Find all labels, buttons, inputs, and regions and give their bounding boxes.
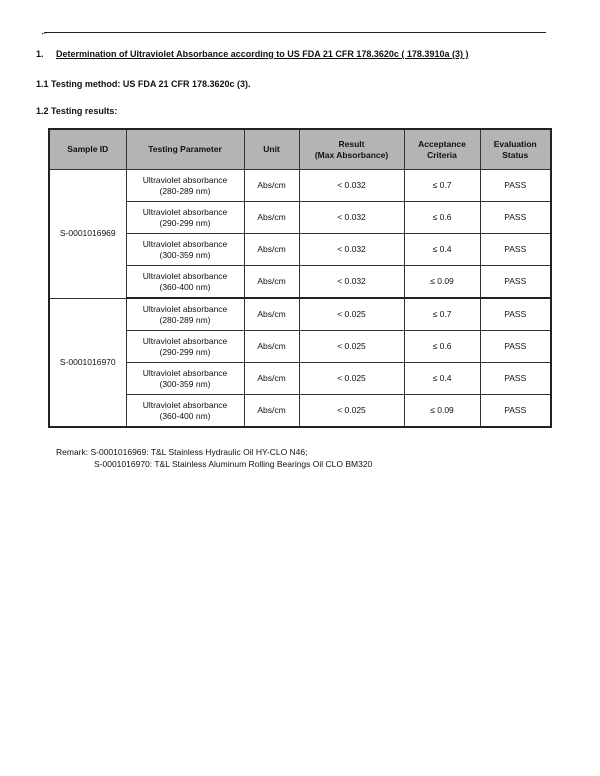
header-testing-parameter: Testing Parameter <box>126 129 244 170</box>
parameter-cell <box>126 298 244 331</box>
status-cell: PASS <box>480 202 551 234</box>
status-cell: PASS <box>480 234 551 266</box>
result-cell: < 0.025 <box>299 331 404 363</box>
header-criteria-line1: Acceptance <box>418 138 466 149</box>
parameter-name: Ultraviolet absorbance <box>142 303 228 314</box>
result-cell: < 0.025 <box>299 395 404 428</box>
header-result <box>299 129 404 170</box>
result-cell: < 0.025 <box>299 363 404 395</box>
parameter-cell <box>126 266 244 299</box>
header-status-line2: Status <box>502 149 529 160</box>
criteria-cell: ≤ 0.6 <box>404 331 480 363</box>
status-cell: PASS <box>480 298 551 331</box>
header-acceptance-criteria <box>404 129 480 170</box>
header-unit: Unit <box>244 129 299 170</box>
parameter-range: (360-400 nm) <box>159 281 211 292</box>
result-cell: < 0.032 <box>299 266 404 299</box>
parameter-range: (280-289 nm) <box>159 185 211 196</box>
parameter-name: Ultraviolet absorbance <box>142 270 228 281</box>
unit-cell: Abs/cm <box>244 298 299 331</box>
sample-id-cell: S-0001016969 <box>49 170 126 299</box>
table-row <box>49 298 551 331</box>
criteria-cell: ≤ 0.6 <box>404 202 480 234</box>
top-rule-arrow: ← <box>40 28 48 37</box>
unit-cell: Abs/cm <box>244 170 299 202</box>
table-header-row <box>49 129 551 170</box>
unit-cell: Abs/cm <box>244 395 299 428</box>
criteria-cell: ≤ 0.4 <box>404 363 480 395</box>
parameter-name: Ultraviolet absorbance <box>142 367 228 378</box>
result-cell: < 0.032 <box>299 202 404 234</box>
criteria-cell: ≤ 0.4 <box>404 234 480 266</box>
parameter-range: (290-299 nm) <box>159 217 211 228</box>
section-title: Determination of Ultraviolet Absorbance according to US FDA 21 CFR 178.3620c ( 178.3910a (3) ) <box>56 49 469 59</box>
header-sample-id: Sample ID <box>49 129 126 170</box>
status-cell: PASS <box>480 331 551 363</box>
unit-cell: Abs/cm <box>244 363 299 395</box>
remark-line-1: Remark: S-0001016969: T&L Stainless Hydraulic Oil HY-CLO N46; <box>56 447 308 457</box>
parameter-name: Ultraviolet absorbance <box>142 206 228 217</box>
section-number: 1. <box>36 49 44 59</box>
parameter-cell <box>126 395 244 428</box>
criteria-cell: ≤ 0.7 <box>404 298 480 331</box>
unit-cell: Abs/cm <box>244 331 299 363</box>
table-row <box>49 170 551 202</box>
parameter-range: (290-299 nm) <box>159 346 211 357</box>
unit-cell: Abs/cm <box>244 202 299 234</box>
criteria-cell: ≤ 0.7 <box>404 170 480 202</box>
parameter-cell <box>126 170 244 202</box>
result-cell: < 0.032 <box>299 234 404 266</box>
parameter-range: (280-289 nm) <box>159 314 211 325</box>
criteria-cell: ≤ 0.09 <box>404 266 480 299</box>
header-result-line2: (Max Absorbance) <box>314 149 389 160</box>
header-criteria-line2: Criteria <box>427 149 457 160</box>
status-cell: PASS <box>480 266 551 299</box>
top-rule <box>44 32 546 33</box>
parameter-name: Ultraviolet absorbance <box>142 238 228 249</box>
parameter-range: (300-359 nm) <box>159 249 211 260</box>
status-cell: PASS <box>480 363 551 395</box>
result-cell: < 0.025 <box>299 298 404 331</box>
testing-method: 1.1 Testing method: US FDA 21 CFR 178.3620c (3). <box>36 79 251 89</box>
parameter-name: Ultraviolet absorbance <box>142 174 228 185</box>
header-status-line1: Evaluation <box>493 138 537 149</box>
remark-line-2: S-0001016970: T&L Stainless Aluminum Rolling Bearings Oil CLO BM320 <box>94 459 373 469</box>
unit-cell: Abs/cm <box>244 266 299 299</box>
criteria-cell: ≤ 0.09 <box>404 395 480 428</box>
sample-id-cell: S-0001016970 <box>49 298 126 427</box>
header-evaluation-status <box>480 129 551 170</box>
parameter-cell <box>126 202 244 234</box>
section-heading <box>36 49 468 59</box>
testing-results-heading: 1.2 Testing results: <box>36 106 118 116</box>
remark <box>56 446 372 470</box>
results-table <box>48 128 552 428</box>
parameter-range: (360-400 nm) <box>159 410 211 421</box>
status-cell: PASS <box>480 395 551 428</box>
status-cell: PASS <box>480 170 551 202</box>
parameter-cell <box>126 363 244 395</box>
parameter-name: Ultraviolet absorbance <box>142 335 228 346</box>
parameter-cell <box>126 234 244 266</box>
result-cell: < 0.032 <box>299 170 404 202</box>
parameter-cell <box>126 331 244 363</box>
parameter-name: Ultraviolet absorbance <box>142 399 228 410</box>
parameter-range: (300-359 nm) <box>159 378 211 389</box>
header-result-line1: Result <box>338 138 365 149</box>
unit-cell: Abs/cm <box>244 234 299 266</box>
